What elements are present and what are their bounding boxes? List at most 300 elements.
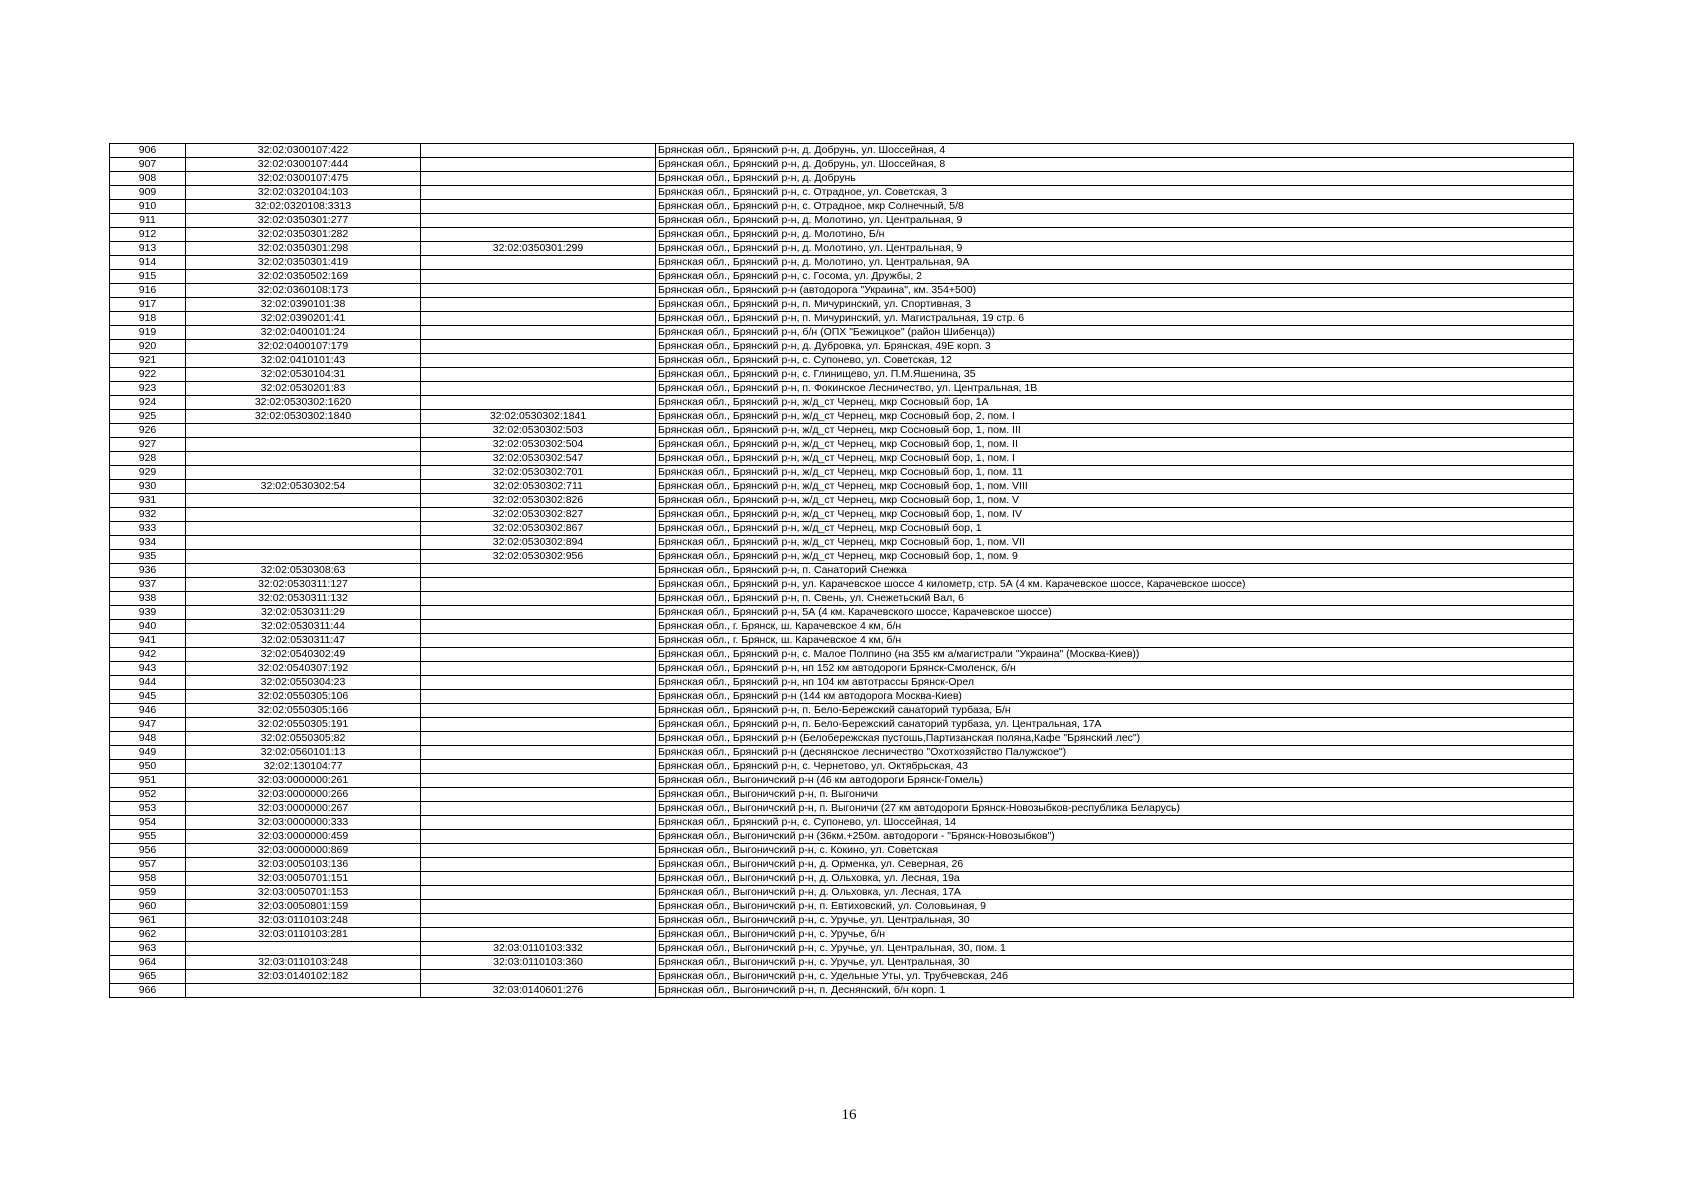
table-row <box>110 956 1574 970</box>
address-cell: Брянская обл., Брянский р-н, д. Дубровка, ул. Брянская, 49Е корп. 3 <box>656 340 1574 354</box>
cadastral-number-cell: 32:02:0350301:419 <box>186 256 421 270</box>
table-row <box>110 200 1574 214</box>
address-cell: Брянская обл., Выгоничский р-н, п. Выгоничи <box>656 788 1574 802</box>
cadastral-number-cell: 32:02:0400107:179 <box>186 340 421 354</box>
cadastral-number-cell: 32:02:0350301:282 <box>186 228 421 242</box>
cadastral-number-cell: 32:03:0050103:136 <box>186 858 421 872</box>
inner-object-number-cell <box>421 620 656 634</box>
cadastral-number-cell: 32:03:0050701:153 <box>186 886 421 900</box>
row-number-cell: 914 <box>110 256 186 270</box>
table-row <box>110 886 1574 900</box>
address-cell: Брянская обл., г. Брянск, ш. Карачевское 4 км, б/н <box>656 634 1574 648</box>
address-cell: Брянская обл., Выгоничский р-н, д. Ольховка, ул. Лесная, 19а <box>656 872 1574 886</box>
table-row <box>110 802 1574 816</box>
cadastral-number-cell: 32:03:0110103:281 <box>186 928 421 942</box>
inner-object-number-cell: 32:03:0110103:332 <box>421 942 656 956</box>
cadastral-number-cell: 32:02:0530201:83 <box>186 382 421 396</box>
cadastral-number-cell: 32:02:0410101:43 <box>186 354 421 368</box>
address-cell: Брянская обл., Выгоничский р-н, с. Кокино, ул. Советская <box>656 844 1574 858</box>
row-number-cell: 922 <box>110 368 186 382</box>
row-number-cell: 910 <box>110 200 186 214</box>
address-cell: Брянская обл., Выгоничский р-н, с. Удельные Уты, ул. Трубчевская, 24б <box>656 970 1574 984</box>
cadastral-number-cell: 32:02:0530311:47 <box>186 634 421 648</box>
cadastral-number-cell: 32:02:0530311:44 <box>186 620 421 634</box>
table-row <box>110 578 1574 592</box>
table-row <box>110 312 1574 326</box>
table-row <box>110 186 1574 200</box>
inner-object-number-cell <box>421 228 656 242</box>
row-number-cell: 917 <box>110 298 186 312</box>
table-row <box>110 396 1574 410</box>
cadastral-number-cell <box>186 984 421 998</box>
inner-object-number-cell <box>421 914 656 928</box>
table-row <box>110 984 1574 998</box>
address-cell: Брянская обл., Брянский р-н, ж/д_ст Чернец, мкр Сосновый бор, 1, пом. 11 <box>656 466 1574 480</box>
inner-object-number-cell <box>421 382 656 396</box>
row-number-cell: 908 <box>110 172 186 186</box>
row-number-cell: 947 <box>110 718 186 732</box>
address-cell: Брянская обл., Брянский р-н, ж/д_ст Чернец, мкр Сосновый бор, 1А <box>656 396 1574 410</box>
address-cell: Брянская обл., Выгоничский р-н, д. Ольховка, ул. Лесная, 17А <box>656 886 1574 900</box>
row-number-cell: 935 <box>110 550 186 564</box>
table-row <box>110 816 1574 830</box>
table-row <box>110 522 1574 536</box>
address-cell: Брянская обл., Брянский р-н, ж/д_ст Чернец, мкр Сосновый бор, 2, пом. I <box>656 410 1574 424</box>
table-row <box>110 760 1574 774</box>
address-cell: Брянская обл., Брянский р-н, п. Мичуринский, ул. Магистральная, 19 стр. 6 <box>656 312 1574 326</box>
inner-object-number-cell <box>421 816 656 830</box>
table-row <box>110 788 1574 802</box>
row-number-cell: 931 <box>110 494 186 508</box>
cadastral-number-cell <box>186 452 421 466</box>
inner-object-number-cell: 32:02:0530302:1841 <box>421 410 656 424</box>
cadastral-number-cell: 32:02:0530311:132 <box>186 592 421 606</box>
inner-object-number-cell: 32:02:0530302:504 <box>421 438 656 452</box>
table-row <box>110 620 1574 634</box>
table-row <box>110 830 1574 844</box>
row-number-cell: 916 <box>110 284 186 298</box>
table-row <box>110 284 1574 298</box>
row-number-cell: 950 <box>110 760 186 774</box>
page-number: 16 <box>841 1107 857 1123</box>
address-cell: Брянская обл., Брянский р-н, д. Добрунь, ул. Шоссейная, 4 <box>656 144 1574 158</box>
cadastral-number-cell: 32:02:0550305:166 <box>186 704 421 718</box>
table-row <box>110 900 1574 914</box>
row-number-cell: 920 <box>110 340 186 354</box>
table-row <box>110 298 1574 312</box>
address-cell: Брянская обл., Выгоничский р-н, п. Евтиховский, ул. Соловьиная, 9 <box>656 900 1574 914</box>
row-number-cell: 946 <box>110 704 186 718</box>
row-number-cell: 925 <box>110 410 186 424</box>
cadastral-number-cell: 32:02:0530104:31 <box>186 368 421 382</box>
table-row <box>110 942 1574 956</box>
cadastral-number-cell: 32:03:0000000:266 <box>186 788 421 802</box>
row-number-cell: 909 <box>110 186 186 200</box>
cadastral-number-cell <box>186 550 421 564</box>
table-row <box>110 340 1574 354</box>
row-number-cell: 906 <box>110 144 186 158</box>
inner-object-number-cell <box>421 158 656 172</box>
row-number-cell: 961 <box>110 914 186 928</box>
cadastral-number-cell: 32:02:0560101:13 <box>186 746 421 760</box>
table-row <box>110 774 1574 788</box>
table-row <box>110 634 1574 648</box>
cadastral-number-cell: 32:03:0000000:869 <box>186 844 421 858</box>
inner-object-number-cell: 32:02:0350301:299 <box>421 242 656 256</box>
row-number-cell: 959 <box>110 886 186 900</box>
address-cell: Брянская обл., Брянский р-н, нп 152 км автодороги Брянск-Смоленск, б/н <box>656 662 1574 676</box>
row-number-cell: 912 <box>110 228 186 242</box>
address-cell: Брянская обл., Брянский р-н, д. Молотино, ул. Центральная, 9А <box>656 256 1574 270</box>
cadastral-number-cell: 32:02:0320108:3313 <box>186 200 421 214</box>
row-number-cell: 955 <box>110 830 186 844</box>
inner-object-number-cell <box>421 270 656 284</box>
cadastral-number-cell: 32:03:0110103:248 <box>186 914 421 928</box>
row-number-cell: 951 <box>110 774 186 788</box>
cadastral-number-cell: 32:03:0000000:333 <box>186 816 421 830</box>
address-cell: Брянская обл., Брянский р-н, ж/д_ст Чернец, мкр Сосновый бор, 1 <box>656 522 1574 536</box>
address-cell: Брянская обл., Брянский р-н, д. Молотино, Б/н <box>656 228 1574 242</box>
cadastral-number-cell: 32:03:0050801:159 <box>186 900 421 914</box>
cadastral-number-cell: 32:02:0530302:54 <box>186 480 421 494</box>
cadastral-number-cell: 32:03:0140102:182 <box>186 970 421 984</box>
inner-object-number-cell <box>421 172 656 186</box>
address-cell: Брянская обл., Брянский р-н (автодорога "Украина", км. 354+500) <box>656 284 1574 298</box>
row-number-cell: 952 <box>110 788 186 802</box>
cadastral-register-table <box>109 143 1574 998</box>
table-row <box>110 158 1574 172</box>
row-number-cell: 958 <box>110 872 186 886</box>
row-number-cell: 926 <box>110 424 186 438</box>
inner-object-number-cell <box>421 214 656 228</box>
cadastral-number-cell: 32:02:0540307:192 <box>186 662 421 676</box>
inner-object-number-cell <box>421 256 656 270</box>
row-number-cell: 941 <box>110 634 186 648</box>
table-row <box>110 228 1574 242</box>
address-cell: Брянская обл., Брянский р-н, д. Молотино, ул. Центральная, 9 <box>656 214 1574 228</box>
table-row <box>110 606 1574 620</box>
inner-object-number-cell: 32:02:0530302:867 <box>421 522 656 536</box>
inner-object-number-cell <box>421 676 656 690</box>
table-row <box>110 592 1574 606</box>
address-cell: Брянская обл., Брянский р-н, п. Мичуринский, ул. Спортивная, 3 <box>656 298 1574 312</box>
address-cell: Брянская обл., Брянский р-н, ж/д_ст Чернец, мкр Сосновый бор, 1, пом. V <box>656 494 1574 508</box>
table-row <box>110 242 1574 256</box>
table-row <box>110 928 1574 942</box>
cadastral-number-cell: 32:02:0390101:38 <box>186 298 421 312</box>
inner-object-number-cell <box>421 732 656 746</box>
cadastral-number-cell <box>186 522 421 536</box>
inner-object-number-cell <box>421 592 656 606</box>
cadastral-number-cell: 32:02:0300107:475 <box>186 172 421 186</box>
cadastral-number-cell: 32:03:0000000:267 <box>186 802 421 816</box>
address-cell: Брянская обл., Брянский р-н, с. Малое Полпино (на 355 км а/магистрали "Украина" (Москва-Киев)) <box>656 648 1574 662</box>
row-number-cell: 944 <box>110 676 186 690</box>
address-cell: Брянская обл., Брянский р-н, ж/д_ст Чернец, мкр Сосновый бор, 1, пом. IV <box>656 508 1574 522</box>
address-cell: Брянская обл., Брянский р-н, ж/д_ст Чернец, мкр Сосновый бор, 1, пом. VII <box>656 536 1574 550</box>
inner-object-number-cell <box>421 354 656 368</box>
row-number-cell: 911 <box>110 214 186 228</box>
row-number-cell: 949 <box>110 746 186 760</box>
table-row <box>110 662 1574 676</box>
row-number-cell: 929 <box>110 466 186 480</box>
address-cell: Брянская обл., Брянский р-н, ж/д_ст Чернец, мкр Сосновый бор, 1, пом. II <box>656 438 1574 452</box>
cadastral-number-cell: 32:02:0390201:41 <box>186 312 421 326</box>
cadastral-number-cell: 32:03:0000000:459 <box>186 830 421 844</box>
inner-object-number-cell <box>421 564 656 578</box>
address-cell: Брянская обл., Выгоничский р-н, с. Уручье, ул. Центральная, 30 <box>656 914 1574 928</box>
address-cell: Брянская обл., Брянский р-н, ж/д_ст Чернец, мкр Сосновый бор, 1, пом. 9 <box>656 550 1574 564</box>
address-cell: Брянская обл., Брянский р-н, с. Отрадное, ул. Советская, 3 <box>656 186 1574 200</box>
table-row <box>110 536 1574 550</box>
row-number-cell: 940 <box>110 620 186 634</box>
cadastral-number-cell: 32:02:0530308:63 <box>186 564 421 578</box>
address-cell: Брянская обл., Брянский р-н, 5А (4 км. Карачевского шоссе, Карачевское шоссе) <box>656 606 1574 620</box>
table-row <box>110 326 1574 340</box>
inner-object-number-cell: 32:02:0530302:956 <box>421 550 656 564</box>
row-number-cell: 928 <box>110 452 186 466</box>
table-row <box>110 354 1574 368</box>
inner-object-number-cell: 32:02:0530302:711 <box>421 480 656 494</box>
row-number-cell: 915 <box>110 270 186 284</box>
table-row <box>110 914 1574 928</box>
inner-object-number-cell <box>421 788 656 802</box>
address-cell: Брянская обл., Брянский р-н, с. Отрадное, мкр Солнечный, 5/8 <box>656 200 1574 214</box>
inner-object-number-cell <box>421 900 656 914</box>
cadastral-number-cell <box>186 942 421 956</box>
cadastral-number-cell: 32:03:0110103:248 <box>186 956 421 970</box>
address-cell: Брянская обл., Брянский р-н, с. Супонево, ул. Советская, 12 <box>656 354 1574 368</box>
address-cell: Брянская обл., Брянский р-н, б/н (ОПХ "Бежицкое" (район Шибенца)) <box>656 326 1574 340</box>
row-number-cell: 945 <box>110 690 186 704</box>
cadastral-number-cell: 32:02:0300107:444 <box>186 158 421 172</box>
address-cell: Брянская обл., Брянский р-н, нп 104 км автотрассы Брянск-Орел <box>656 676 1574 690</box>
table-row <box>110 256 1574 270</box>
inner-object-number-cell <box>421 928 656 942</box>
row-number-cell: 932 <box>110 508 186 522</box>
cadastral-number-cell: 32:02:0550305:191 <box>186 718 421 732</box>
inner-object-number-cell <box>421 704 656 718</box>
inner-object-number-cell: 32:02:0530302:503 <box>421 424 656 438</box>
address-cell: Брянская обл., Брянский р-н, п. Свень, ул. Снежетьский Вал, 6 <box>656 592 1574 606</box>
inner-object-number-cell <box>421 774 656 788</box>
address-cell: Брянская обл., Выгоничский р-н (46 км автодороги Брянск-Гомель) <box>656 774 1574 788</box>
inner-object-number-cell: 32:02:0530302:894 <box>421 536 656 550</box>
address-cell: Брянская обл., Выгоничский р-н, с. Уручье, б/н <box>656 928 1574 942</box>
inner-object-number-cell: 32:02:0530302:701 <box>421 466 656 480</box>
address-cell: Брянская обл., Брянский р-н, д. Молотино, ул. Центральная, 9 <box>656 242 1574 256</box>
table-row <box>110 452 1574 466</box>
inner-object-number-cell: 32:02:0530302:827 <box>421 508 656 522</box>
address-cell: Брянская обл., Брянский р-н (деснянское лесничество "Охотхозяйство Палужское") <box>656 746 1574 760</box>
cadastral-number-cell: 32:02:0540302:49 <box>186 648 421 662</box>
inner-object-number-cell <box>421 298 656 312</box>
row-number-cell: 907 <box>110 158 186 172</box>
address-cell: Брянская обл., Брянский р-н, ж/д_ст Чернец, мкр Сосновый бор, 1, пом. VIII <box>656 480 1574 494</box>
cadastral-number-cell <box>186 508 421 522</box>
address-cell: Брянская обл., Брянский р-н (144 км автодорога Москва-Киев) <box>656 690 1574 704</box>
inner-object-number-cell <box>421 746 656 760</box>
table-row <box>110 270 1574 284</box>
address-cell: Брянская обл., Брянский р-н, п. Бело-Бережский санаторий турбаза, ул. Центральная, 17А <box>656 718 1574 732</box>
table-row <box>110 214 1574 228</box>
address-cell: Брянская обл., Брянский р-н, д. Добрунь, ул. Шоссейная, 8 <box>656 158 1574 172</box>
table-row <box>110 676 1574 690</box>
inner-object-number-cell <box>421 396 656 410</box>
table-row <box>110 382 1574 396</box>
cadastral-number-cell: 32:02:0350502:169 <box>186 270 421 284</box>
row-number-cell: 960 <box>110 900 186 914</box>
table-row <box>110 844 1574 858</box>
inner-object-number-cell <box>421 200 656 214</box>
row-number-cell: 919 <box>110 326 186 340</box>
table-row <box>110 564 1574 578</box>
address-cell: Брянская обл., Брянский р-н, д. Добрунь <box>656 172 1574 186</box>
table-row <box>110 704 1574 718</box>
cadastral-number-cell: 32:03:0050701:151 <box>186 872 421 886</box>
inner-object-number-cell <box>421 970 656 984</box>
table-row <box>110 424 1574 438</box>
row-number-cell: 933 <box>110 522 186 536</box>
row-number-cell: 921 <box>110 354 186 368</box>
address-cell: Брянская обл., Брянский р-н, с. Супонево, ул. Шоссейная, 14 <box>656 816 1574 830</box>
inner-object-number-cell <box>421 284 656 298</box>
inner-object-number-cell: 32:03:0110103:360 <box>421 956 656 970</box>
row-number-cell: 930 <box>110 480 186 494</box>
table-row <box>110 718 1574 732</box>
row-number-cell: 963 <box>110 942 186 956</box>
inner-object-number-cell <box>421 872 656 886</box>
cadastral-number-cell: 32:02:0530311:127 <box>186 578 421 592</box>
inner-object-number-cell: 32:03:0140601:276 <box>421 984 656 998</box>
inner-object-number-cell <box>421 718 656 732</box>
cadastral-number-cell: 32:02:0550305:82 <box>186 732 421 746</box>
address-cell: Брянская обл., Брянский р-н, п. Фокинское Лесничество, ул. Центральная, 1В <box>656 382 1574 396</box>
cadastral-number-cell: 32:02:0550305:106 <box>186 690 421 704</box>
row-number-cell: 943 <box>110 662 186 676</box>
inner-object-number-cell <box>421 844 656 858</box>
row-number-cell: 964 <box>110 956 186 970</box>
address-cell: Брянская обл., Брянский р-н, ж/д_ст Чернец, мкр Сосновый бор, 1, пом. I <box>656 452 1574 466</box>
row-number-cell: 924 <box>110 396 186 410</box>
table-row <box>110 172 1574 186</box>
address-cell: Брянская обл., Брянский р-н, ж/д_ст Чернец, мкр Сосновый бор, 1, пом. III <box>656 424 1574 438</box>
cadastral-number-cell: 32:02:0400101:24 <box>186 326 421 340</box>
row-number-cell: 948 <box>110 732 186 746</box>
cadastral-number-cell <box>186 466 421 480</box>
row-number-cell: 913 <box>110 242 186 256</box>
inner-object-number-cell <box>421 606 656 620</box>
row-number-cell: 965 <box>110 970 186 984</box>
inner-object-number-cell <box>421 578 656 592</box>
row-number-cell: 956 <box>110 844 186 858</box>
table-row <box>110 368 1574 382</box>
inner-object-number-cell <box>421 144 656 158</box>
cadastral-number-cell: 32:02:0350301:277 <box>186 214 421 228</box>
inner-object-number-cell <box>421 662 656 676</box>
row-number-cell: 936 <box>110 564 186 578</box>
inner-object-number-cell: 32:02:0530302:547 <box>421 452 656 466</box>
address-cell: Брянская обл., Выгоничский р-н, д. Орменка, ул. Северная, 26 <box>656 858 1574 872</box>
row-number-cell: 957 <box>110 858 186 872</box>
cadastral-number-cell: 32:02:130104:77 <box>186 760 421 774</box>
address-cell: Брянская обл., Выгоничский р-н, с. Уручье, ул. Центральная, 30 <box>656 956 1574 970</box>
table-row <box>110 410 1574 424</box>
address-cell: Брянская обл., Выгоничский р-н, с. Уручье, ул. Центральная, 30, пом. 1 <box>656 942 1574 956</box>
cadastral-number-cell: 32:02:0300107:422 <box>186 144 421 158</box>
row-number-cell: 939 <box>110 606 186 620</box>
cadastral-number-cell: 32:02:0530302:1620 <box>186 396 421 410</box>
address-cell: Брянская обл., г. Брянск, ш. Карачевское 4 км, б/н <box>656 620 1574 634</box>
address-cell: Брянская обл., Брянский р-н, п. Санаторий Снежка <box>656 564 1574 578</box>
table-row <box>110 438 1574 452</box>
inner-object-number-cell <box>421 368 656 382</box>
address-cell: Брянская обл., Брянский р-н, с. Глинищево, ул. П.М.Яшенина, 35 <box>656 368 1574 382</box>
address-cell: Брянская обл., Брянский р-н (Белобережская пустошь,Партизанская поляна,Кафе "Брянский лес") <box>656 732 1574 746</box>
address-cell: Брянская обл., Брянский р-н, с. Госома, ул. Дружбы, 2 <box>656 270 1574 284</box>
cadastral-number-cell: 32:02:0350301:298 <box>186 242 421 256</box>
table-row <box>110 508 1574 522</box>
inner-object-number-cell <box>421 830 656 844</box>
address-cell: Брянская обл., Выгоничский р-н, п. Выгоничи (27 км автодороги Брянск-Новозыбков-республика Беларусь) <box>656 802 1574 816</box>
cadastral-number-cell: 32:02:0530302:1840 <box>186 410 421 424</box>
table-row <box>110 480 1574 494</box>
inner-object-number-cell <box>421 760 656 774</box>
cadastral-number-cell: 32:02:0530311:29 <box>186 606 421 620</box>
row-number-cell: 966 <box>110 984 186 998</box>
table-row <box>110 970 1574 984</box>
cadastral-number-cell: 32:02:0550304:23 <box>186 676 421 690</box>
inner-object-number-cell <box>421 326 656 340</box>
table-row <box>110 550 1574 564</box>
cadastral-number-cell: 32:02:0320104:103 <box>186 186 421 200</box>
inner-object-number-cell <box>421 312 656 326</box>
row-number-cell: 954 <box>110 816 186 830</box>
inner-object-number-cell <box>421 886 656 900</box>
address-cell: Брянская обл., Выгоничский р-н (36км.+250м. автодороги - "Брянск-Новозыбков") <box>656 830 1574 844</box>
cadastral-number-cell: 32:02:0360108:173 <box>186 284 421 298</box>
table-row <box>110 466 1574 480</box>
table-row <box>110 144 1574 158</box>
address-cell: Брянская обл., Выгоничский р-н, п. Деснянский, б/н корп. 1 <box>656 984 1574 998</box>
table-row <box>110 690 1574 704</box>
address-cell: Брянская обл., Брянский р-н, ул. Карачевское шоссе 4 километр, стр. 5А (4 км. Карачевское шоссе, Карачевское шоссе) <box>656 578 1574 592</box>
cadastral-number-cell <box>186 438 421 452</box>
cadastral-number-cell <box>186 494 421 508</box>
row-number-cell: 918 <box>110 312 186 326</box>
inner-object-number-cell <box>421 186 656 200</box>
inner-object-number-cell <box>421 634 656 648</box>
row-number-cell: 927 <box>110 438 186 452</box>
inner-object-number-cell <box>421 340 656 354</box>
table-row <box>110 648 1574 662</box>
cadastral-number-cell <box>186 536 421 550</box>
row-number-cell: 923 <box>110 382 186 396</box>
cadastral-number-cell <box>186 424 421 438</box>
inner-object-number-cell <box>421 802 656 816</box>
table-row <box>110 858 1574 872</box>
row-number-cell: 934 <box>110 536 186 550</box>
row-number-cell: 942 <box>110 648 186 662</box>
table-body <box>110 144 1574 998</box>
table-row <box>110 494 1574 508</box>
row-number-cell: 953 <box>110 802 186 816</box>
cadastral-number-cell: 32:03:0000000:261 <box>186 774 421 788</box>
address-cell: Брянская обл., Брянский р-н, п. Бело-Бережский санаторий турбаза, Б/н <box>656 704 1574 718</box>
inner-object-number-cell <box>421 648 656 662</box>
row-number-cell: 937 <box>110 578 186 592</box>
row-number-cell: 938 <box>110 592 186 606</box>
